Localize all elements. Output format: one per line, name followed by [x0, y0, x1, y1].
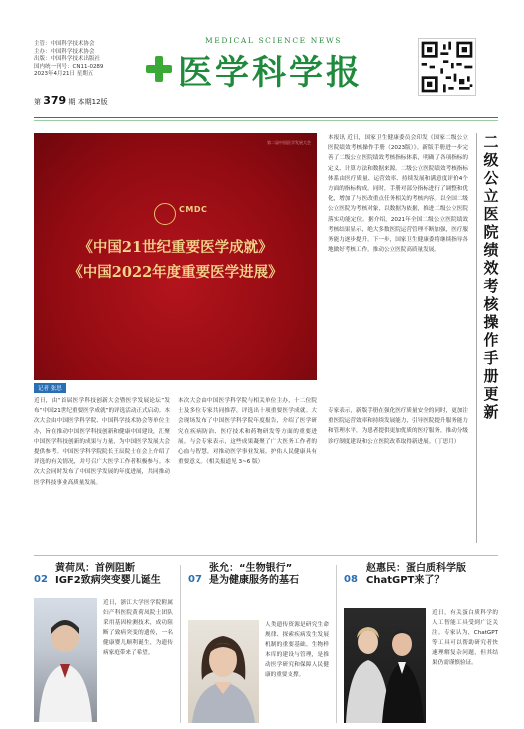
logo-chinese[interactable]: 医学科学报	[178, 53, 363, 93]
teaser-1-photo[interactable]	[34, 598, 97, 722]
column-divider	[476, 133, 477, 543]
emblem-icon	[154, 203, 176, 225]
masthead-meta	[34, 41, 103, 79]
teaser-2-photo[interactable]	[188, 620, 259, 723]
meta-line: 国内统一刊号：CN11-0289	[34, 63, 104, 70]
teaser-3-body: 近日，有关蛋白质科学的人工智能工具受到广泛关注。专家认为，ChatGPT等工具可以帮助研究者快速理解复杂问题，但其结果仍需谨慎验证。	[432, 610, 498, 666]
cmdc-logo: CMDC	[179, 205, 208, 214]
logo-english: MEDICAL SCIENCE NEWS	[205, 36, 343, 45]
teaser-separator	[336, 565, 337, 723]
teaser-2-title[interactable]: 张允：“生物银行” 是为健康服务的基石	[209, 563, 299, 586]
issue-number: 第 379 期 本期12版	[34, 94, 108, 107]
teaser-separator	[180, 565, 181, 723]
vertical-headline[interactable]: 二级公立医院绩效考核操作手册更新	[483, 133, 499, 421]
teaser-page-number: 08	[344, 574, 358, 585]
qr-code-icon	[418, 38, 476, 96]
section-divider	[34, 555, 498, 556]
right-article-col-a: 本报讯 近日，国家卫生健康委员会印发《国家二级公立医院绩效考核操作手册（2023版）》。新版手册进一步完善了二级公立医院绩效考核指标体系，明确了各项指标的定义、计算方法和数据来源。二级公立医院绩效考核指标体系由医疗质量、运营效率、持续发展和满意度评价4个方面的指标构成。同时，手册对部分指标进行了调整和优化，增加了与医改重点任务相关的考核内容。以全国二级公立医院为考核对象，以数据为依据，推进二级公立医院落实功能定位。据介绍，2021年全国二级公立医院绩效考核结果显示，绝大多数医院运营管理不断加强，医疗服务能力逐步提升。下一步，国家卫生健康委将继续指导各地做好考核工作，推动公立医院高质量发展。	[328, 135, 468, 254]
teaser-page-number: 07	[188, 574, 202, 585]
meta-line: 出版：中国科学技术出版社	[34, 56, 101, 63]
teaser-1-body: 近日，浙江大学医学院附属妇产科医院黄荷凤院士团队采用基因检测技术，成功阻断了致病突变的遗传，一名健康婴儿顺利诞生，为遗传病家庭带来了希望。	[103, 600, 173, 656]
teaser-1-title[interactable]: 黄荷凤：首例阻断 IGF2致病突变婴儿诞生	[55, 563, 161, 586]
lead-banner-image[interactable]	[34, 133, 317, 380]
meta-line: 主办：中国科学技术协会	[34, 48, 95, 55]
teaser-page-number: 02	[34, 574, 48, 585]
teaser-2-body: 人类遗传资源是研究生命规律、探索疾病发生发展机制的重要基础。生物样本库的建设与管理，是推动医学研究和保障人民健康的重要支撑。	[265, 622, 329, 678]
banner-title-2: 《中国2022年度重要医学进展》	[68, 264, 283, 281]
banner-title-1: 《中国21世纪重要医学成就》	[78, 239, 273, 256]
teaser-3-photo[interactable]	[344, 608, 426, 723]
cross-logo-icon	[146, 56, 172, 82]
masthead-rule	[34, 117, 498, 118]
issue-value: 379	[43, 94, 67, 107]
meta-line: 主管：中国科学技术协会	[34, 41, 95, 47]
right-article-col-b: 专家表示，新版手册在强化医疗质量安全的同时，更加注重医院运营效率和持续发展能力，引导医院提升服务能力和管理水平，为患者提供更加优质的医疗服务，推动分级诊疗制度建设和公立医院改革取得新进展。（丁思月）	[328, 408, 468, 445]
meta-line: 2023年4月21日 星期五	[34, 71, 94, 78]
masthead-rule-thin	[34, 120, 498, 121]
lead-article-col-1: 近日，由“首届医学科技创新大会暨医学发展论坛”发布“中国21世纪重要医学成就”的评选活动正式启动。本次大会由中国医学科学院、中国科学技术协会等单位主办，旨在推动中国医学科技创新和健康中国建设，汇聚中国医学科技创新的成果与力量，为中国医学发展大会提供参考。中国医学科学院院长王辰院士在会上介绍了评选的有关情况，并号召广大医学工作者积极参与。本次大会同时发布了中国医学发展的年度进展，共同推动医学科技事业高质量发展。	[34, 398, 170, 486]
banner-tagline: 第二届中国医学发展大会	[267, 140, 311, 145]
reporter-tag: 记者 张思	[34, 383, 66, 393]
lead-article-col-2: 本次大会由中国医学科学院与相关单位主办，十二位院士及多位专家共同推荐，评选出十项重要医学成就。大会现场发布了中国医学科学院年度报告，介绍了医学研究在疾病防治、医疗技术和药物研发等方面的重要进展。与会专家表示，这些成果凝聚了广大医务工作者的心血与智慧，对推动医学事业发展、护佑人民健康具有重要意义。（相关报道见 3~6 版）	[178, 398, 317, 466]
teaser-3-title[interactable]: 赵惠民：蛋白质科学版 ChatGPT来了？	[366, 563, 466, 586]
